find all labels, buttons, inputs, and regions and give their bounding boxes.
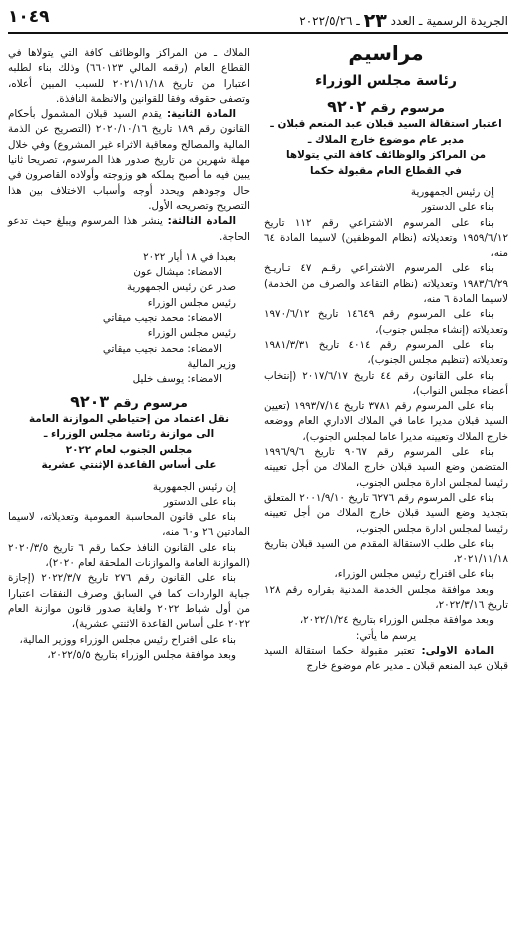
issue-date: ـ ٢٠٢٢/٥/٢٦ <box>299 14 360 28</box>
decree-number: ٩٢٠٢ <box>327 97 367 116</box>
header-divider <box>8 32 508 34</box>
gazette-title: الجريدة الرسمية ـ العدد ٢٣ ـ ٢٠٢٢/٥/٢٦ <box>299 10 508 32</box>
preamble-line: بناء على اقتراح رئيس مجلس الوزراء ووزير المالية، <box>19 633 236 646</box>
preamble-line: بناء على القانون رقم ٢٧٦ تاريخ ٢٠٢٢/٣/٧ (إجازة جباية الواردات كما في السابق وصرف النفقات اعتبارا من أول شباط ٢٠٢٢ ولغاية صدور قانون موازنة العام ٢٠٢٢ على أساس القاعدة الاثنتي عشرية)، <box>8 572 250 631</box>
decree-formula: يرسم ما يأتي: <box>355 629 417 642</box>
signature-line: الامضاء: يوسف خليل <box>132 373 222 386</box>
preamble-line: بناء على المرسوم الاشتراعي رقم ١١٢ تاريخ ١٩٥٩/٦/١٢ وتعديلاته (نظام الموظفين) لاسيما المادة ٦٤ منه، <box>264 216 508 260</box>
preamble-line: بناء على المرسوم رقم ٩٠٦٧ تاريخ ١٩٩٦/٩/٦ المتضمن وضع السيد قبلان خارج الملاك من أجل تعيينه رئيسا لمجلس ادارة مجلس الجنوب، <box>264 446 508 489</box>
signing-date: بعبدا في ١٨ أيار ٢٠٢٢ <box>143 250 236 263</box>
preamble-line: بناء على المرسوم رقم ٦٢٧٦ تاريخ ٢٠٠١/٩/١٠ المتعلق بتجديد وضع السيد قبلان خارج الملاك من أجل تعيينه رئيسا لمجلس ادارة مجلس الجنوب، <box>263 491 508 535</box>
signatory-title: رئيس مجلس الوزراء <box>147 296 236 309</box>
preamble-line: وبعد موافقة مجلس الخدمة المدنية بقراره رقم ١٢٨ تاريخ ٢٠٢٢/٣/١٦، <box>264 583 508 612</box>
preamble-line: بناء على الدستور <box>421 201 494 214</box>
authority-heading: رئاسة مجلس الوزراء <box>315 73 457 89</box>
article-three: المادة الثالثة: ينشر هذا المرسوم ويبلغ حيث تدعو الحاجة. <box>8 215 250 243</box>
preamble-line: وبعد موافقة مجلس الوزراء بتاريخ ٢٠٢٢/١/٢٤، <box>299 614 494 627</box>
issue-number: ٢٣ <box>363 10 387 32</box>
article-two: المادة الثانية: يقدم السيد قبلان المشمول بأحكام القانون رقم ١٨٩ تاريخ ٢٠٢٠/١٠/١٦ (التصريح عن الذمة المالية والمصالح ومعاقبة الاثراء غير المشروع) وفي خلال مهلة شهرين من تاريخ صدور هذا المرسوم، تصريحا ثانيا يبين فيه ما أصبح يملكه هو وزوجته وأولاده القاصرون في حال وجودهم ويحدد أوجه وأسباب الاختلاف بين هذا التصريح وتصريحه الأول. <box>8 108 250 212</box>
section-heading: مراسيم <box>348 41 424 65</box>
signature-line: الامضاء: ميشال عون <box>133 266 222 279</box>
signatory-title: رئيس مجلس الوزراء <box>147 327 236 340</box>
preamble-line: بناء على الدستور <box>163 495 236 508</box>
page-header <box>8 6 508 30</box>
decree-number-heading: مرسوم رقم ٩٢٠٢ <box>327 97 445 116</box>
preamble-line: بناء على المرسوم الاشتراعي رقـم ٤٧ تـاريـخ ١٩٨٣/٦/٢٩ وتعديلاته (نظام التقاعد والصرف من الخدمة) لاسيما المادة ٦ منه، <box>264 262 508 306</box>
decree-subject: اعتبار استقالة السيد قبلان عبد المنعم قبلان ـ مدير عام موضوع خارج الملاك ـ من المراكز والوظائف كافة التي يتولاها في القطاع العام مقبولة حكما <box>270 118 502 177</box>
right-column <box>264 40 508 675</box>
signatory-title: وزير المالية <box>187 357 236 370</box>
decree-subject: نقل اعتماد من إحتياطي الموازنة العامة الى موازنة رئاسة مجلس الوزراء ـ مجلس الجنوب لعام ٢٠٢٢ على أساس القاعدة الإثنتي عشرية <box>28 412 229 472</box>
decree-number: ٩٢٠٣ <box>70 391 110 411</box>
preamble-line: بناء على المرسوم رقم ٤٠١٤ تاريخ ١٩٨١/٣/٣١ وتعديلاته (تنظيم مجلس الجنوب)، <box>264 338 508 367</box>
preamble-line: بناء على طلب الاستقالة المقدم من السيد قبلان بتاريخ ٢٠٢١/١١/١٨، <box>264 537 508 566</box>
page-number: ١٠٤٩ <box>8 7 50 27</box>
preamble-line: بناء على المرسوم رقم ٣٧٨١ تاريخ ١٩٩٣/٧/١٤ (تعيين السيد قبلان مديرا عاما في الملاك الاداري العام ووضعه خارج الملاك وتعيينه مديرا عاما لمجلس الجنوب)، <box>264 400 508 443</box>
preamble-line: بناء على المرسوم رقم ١٤٦٤٩ تاريخ ١٩٧٠/٦/١٢ وتعديلاته (إنشاء مجلس جنوب)، <box>264 308 508 336</box>
preamble-line: وبعد موافقة مجلس الوزراء بتاريخ ٢٠٢٢/٥/٥، <box>47 648 236 661</box>
preamble-line: بناء على القانون النافذ حكما رقم ٦ تاريخ ٢٠٢٠/٣/٥ (الموازنة العامة والموازنات الملحقة لعام ٢٠٢٠)، <box>8 541 250 570</box>
decree-number-heading: مرسوم رقم ٩٢٠٣ <box>70 391 188 411</box>
preamble-line: إن رئيس الجمهورية <box>152 480 236 493</box>
article-one-continued: الملاك ـ من المراكز والوظائف كافة التي يتولاها في القطاع العام (رقمه المالي ٦٦٠١٢٣) وذلك بناء لطلبه اعتبارا من تاريخ ٢٠٢١/١١/١٨ للسبب المبين أعلاه، وتصفى حقوقه وفقا للقوانين والانظمة النافذة. <box>8 47 250 105</box>
signature-line: الامضاء: محمد نجيب ميقاتي <box>102 342 222 355</box>
preamble-line: بناء على اقتراح رئيس مجلس الوزراء، <box>334 568 494 581</box>
left-column <box>8 46 250 663</box>
preamble-line: بناء على القانون رقم ٤٤ تاريخ ٢٠١٧/٦/١٧ (إنتخاب أعضاء مجلس النواب)، <box>264 369 508 397</box>
preamble-line: إن رئيس الجمهورية <box>410 186 494 198</box>
issued-by: صدر عن رئيس الجمهورية <box>126 281 236 294</box>
signature-line: الامضاء: محمد نجيب ميقاتي <box>102 312 222 325</box>
preamble-line: بناء على قانون المحاسبة العمومية وتعديلاته، لاسيما المادتين ٢٦ و٦٠ منه، <box>8 511 250 539</box>
article-one: المادة الاولى: تعتبر مقبولة حكما استقالة السيد قبلان عبد المنعم قبلان ـ مدير عام موضوع خارج <box>264 644 508 673</box>
